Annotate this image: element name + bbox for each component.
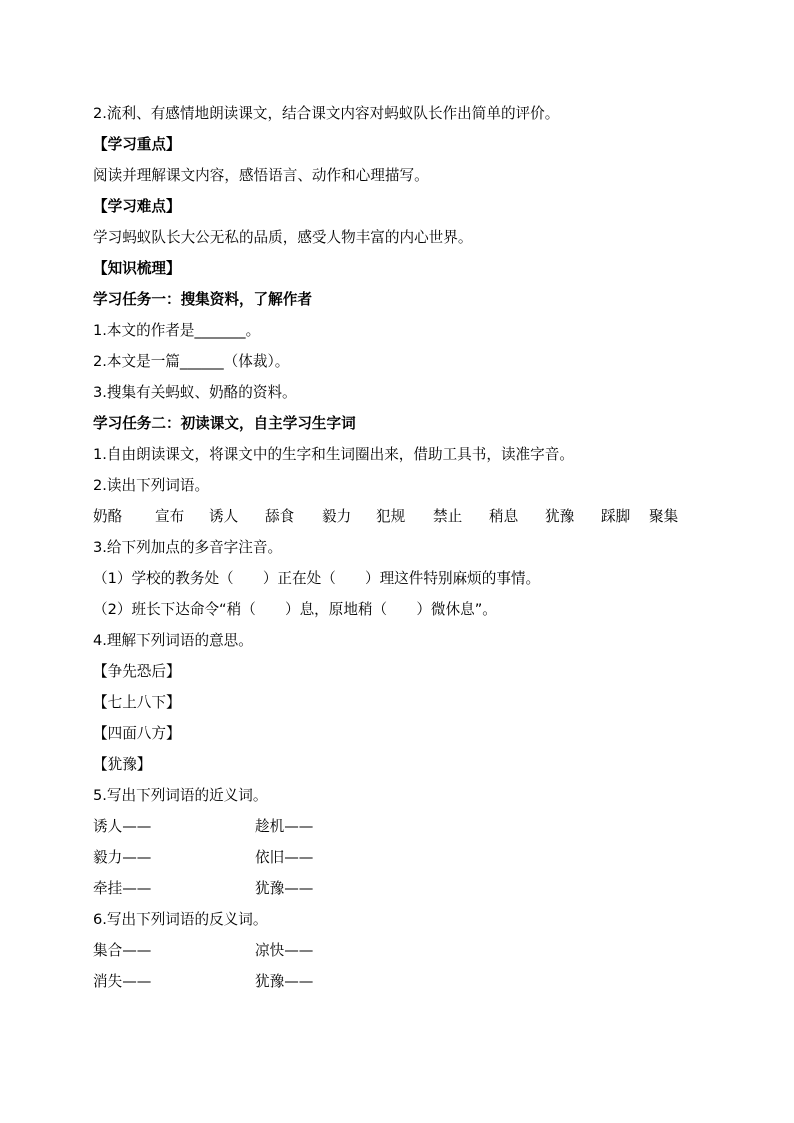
task1-item-1: 1.本文的作者是_______。 <box>93 322 261 339</box>
vocabulary-words-row <box>93 501 723 532</box>
task2-item-1: 1.自由朗读课文，将课文中的生字和生词圈出来，借助工具书，读准字音。 <box>93 446 574 463</box>
antonym-word: 凉快—— <box>255 942 314 959</box>
task2-item-2: 2.读出下列词语。 <box>93 477 210 494</box>
vocab-word: 踩脚 <box>601 508 631 525</box>
synonym-word: 犹豫—— <box>255 880 314 897</box>
synonym-word: 毅力—— <box>93 849 152 866</box>
task2-item-6: 6.写出下列词语的反义词。 <box>93 911 268 928</box>
vocab-word: 毅力 <box>322 508 352 525</box>
vocab-word: 舔食 <box>265 508 295 525</box>
task2-item-3-sub-1: （1）学校的教务处（ ）正在处（ ）理这件特别麻烦的事情。 <box>93 570 541 587</box>
vocab-word: 奶酪 <box>93 508 123 525</box>
task2-item-3-sub-2: （2）班长下达命令“稍（ ）息，原地稍（ ）微休息”。 <box>93 601 497 618</box>
idiom-item: 【四面八方】 <box>93 725 181 742</box>
synonym-word: 诱人—— <box>93 818 152 835</box>
task2-item-4: 4.理解下列词语的意思。 <box>93 632 253 649</box>
vocab-word: 犹豫 <box>545 508 575 525</box>
idiom-item: 【争先恐后】 <box>93 663 181 680</box>
difficulties-text: 学习蚂蚁队长大公无私的品质，感受人物丰富的内心世界。 <box>93 229 473 246</box>
task2-heading: 学习任务二：初读课文，自主学习生字词 <box>93 415 356 432</box>
knowledge-heading: 【知识梳理】 <box>93 260 181 277</box>
antonym-word: 集合—— <box>93 942 152 959</box>
synonym-word: 牵挂—— <box>93 880 152 897</box>
difficulties-heading: 【学习难点】 <box>93 198 181 215</box>
task1-item-2: 2.本文是一篇______（体裁）。 <box>93 353 290 370</box>
key-points-text: 阅读并理解课文内容，感悟语言、动作和心理描写。 <box>93 167 429 184</box>
synonym-word: 趁机—— <box>255 818 314 835</box>
vocab-word: 宣布 <box>155 508 185 525</box>
vocab-word: 诱人 <box>209 508 239 525</box>
task1-heading: 学习任务一：搜集资料，了解作者 <box>93 291 312 308</box>
vocab-word: 犯规 <box>376 508 406 525</box>
task2-item-3: 3.给下列加点的多音字注音。 <box>93 539 283 556</box>
idiom-item: 【七上八下】 <box>93 694 181 711</box>
antonym-word: 犹豫—— <box>255 973 314 990</box>
vocab-word: 聚集 <box>649 508 679 525</box>
task1-item-3: 3.搜集有关蚂蚁、奶酪的资料。 <box>93 384 297 401</box>
synonym-row <box>93 873 723 904</box>
antonym-word: 消失—— <box>93 973 152 990</box>
worksheet-page <box>93 98 723 997</box>
idiom-item: 【犹豫】 <box>93 756 152 773</box>
task2-item-5: 5.写出下列词语的近义词。 <box>93 787 268 804</box>
vocab-word: 禁止 <box>433 508 463 525</box>
antonym-row <box>93 966 723 997</box>
objective-2: 2.流利、有感情地朗读课文，结合课文内容对蚂蚁队长作出简单的评价。 <box>93 105 560 122</box>
synonym-word: 依旧—— <box>255 849 314 866</box>
key-points-heading: 【学习重点】 <box>93 136 181 153</box>
synonym-row <box>93 811 723 842</box>
vocab-word: 稍息 <box>489 508 519 525</box>
synonym-row <box>93 842 723 873</box>
antonym-row <box>93 935 723 966</box>
